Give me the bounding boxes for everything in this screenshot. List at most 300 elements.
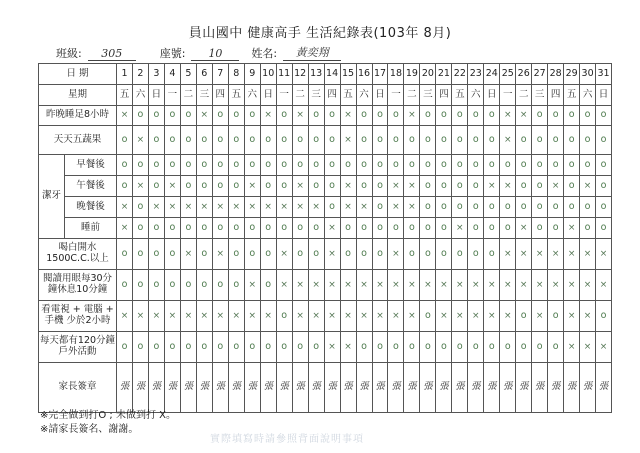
seat-value: 10 bbox=[191, 47, 239, 61]
parent-signature-cell: 張 bbox=[548, 363, 564, 413]
mark-not-done: × bbox=[580, 176, 596, 197]
mark-done: o bbox=[468, 218, 484, 239]
mark-done: o bbox=[260, 176, 276, 197]
mark-done: o bbox=[212, 176, 228, 197]
mark-done: o bbox=[516, 301, 532, 332]
mark-not-done: × bbox=[148, 197, 164, 218]
mark-not-done: × bbox=[117, 197, 133, 218]
date-cell: 18 bbox=[388, 64, 404, 85]
mark-done: o bbox=[212, 106, 228, 126]
mark-done: o bbox=[117, 239, 133, 270]
weekday-cell: 一 bbox=[164, 85, 180, 106]
date-cell: 31 bbox=[596, 64, 612, 85]
mark-not-done: × bbox=[180, 239, 196, 270]
mark-done: o bbox=[180, 332, 196, 363]
mark-not-done: × bbox=[340, 270, 356, 301]
mark-done: o bbox=[452, 126, 468, 155]
parent-signature-cell: 張 bbox=[452, 363, 468, 413]
mark-not-done: × bbox=[388, 239, 404, 270]
date-cell: 2 bbox=[132, 64, 148, 85]
mark-done: o bbox=[356, 106, 372, 126]
mark-done: o bbox=[340, 218, 356, 239]
mark-done: o bbox=[356, 332, 372, 363]
mark-done: o bbox=[356, 218, 372, 239]
mark-done: o bbox=[372, 155, 388, 176]
mark-done: o bbox=[564, 176, 580, 197]
date-cell: 20 bbox=[420, 64, 436, 85]
mark-not-done: × bbox=[292, 301, 308, 332]
mark-done: o bbox=[436, 197, 452, 218]
mark-not-done: × bbox=[548, 270, 564, 301]
seat-label: 座號: bbox=[159, 47, 186, 60]
faint-backside-text: 實際填寫時請參照背面說明事項 bbox=[210, 434, 364, 445]
mark-not-done: × bbox=[532, 239, 548, 270]
mark-not-done: × bbox=[548, 176, 564, 197]
parent-signature-cell: 張 bbox=[308, 363, 324, 413]
date-cell: 1 bbox=[117, 64, 133, 85]
mark-not-done: × bbox=[532, 270, 548, 301]
mark-not-done: × bbox=[324, 332, 340, 363]
weekday-cell: 五 bbox=[228, 85, 244, 106]
mark-not-done: × bbox=[164, 197, 180, 218]
mark-done: o bbox=[452, 155, 468, 176]
mark-done: o bbox=[228, 270, 244, 301]
mark-done: o bbox=[468, 239, 484, 270]
parent-signature-cell: 張 bbox=[484, 363, 500, 413]
mark-done: o bbox=[436, 155, 452, 176]
mark-done: o bbox=[244, 126, 260, 155]
mark-done: o bbox=[244, 155, 260, 176]
mark-done: o bbox=[356, 155, 372, 176]
mark-done: o bbox=[308, 126, 324, 155]
mark-done: o bbox=[404, 126, 420, 155]
mark-not-done: × bbox=[196, 301, 212, 332]
mark-done: o bbox=[516, 126, 532, 155]
mark-done: o bbox=[564, 155, 580, 176]
mark-done: o bbox=[356, 176, 372, 197]
mark-done: o bbox=[532, 176, 548, 197]
mark-done: o bbox=[196, 332, 212, 363]
mark-not-done: × bbox=[500, 270, 516, 301]
parent-signature-cell: 張 bbox=[372, 363, 388, 413]
mark-done: o bbox=[117, 126, 133, 155]
date-cell: 12 bbox=[292, 64, 308, 85]
mark-done: o bbox=[292, 218, 308, 239]
mark-done: o bbox=[596, 301, 612, 332]
parent-signature-cell: 張 bbox=[244, 363, 260, 413]
mark-done: o bbox=[532, 126, 548, 155]
mark-done: o bbox=[596, 218, 612, 239]
mark-done: o bbox=[596, 176, 612, 197]
mark-done: o bbox=[324, 155, 340, 176]
mark-not-done: × bbox=[372, 270, 388, 301]
mark-done: o bbox=[324, 176, 340, 197]
row-label: 閱讀用眼每30分 鐘休息10分鐘 bbox=[39, 270, 117, 301]
mark-not-done: × bbox=[388, 301, 404, 332]
mark-not-done: × bbox=[484, 270, 500, 301]
mark-done: o bbox=[516, 155, 532, 176]
mark-not-done: × bbox=[356, 197, 372, 218]
parent-signature-cell: 張 bbox=[340, 363, 356, 413]
weekday-cell: 日 bbox=[596, 85, 612, 106]
weekday-cell: 四 bbox=[212, 85, 228, 106]
mark-done: o bbox=[404, 332, 420, 363]
mark-done: o bbox=[117, 176, 133, 197]
mark-done: o bbox=[228, 239, 244, 270]
mark-done: o bbox=[164, 155, 180, 176]
mark-not-done: × bbox=[340, 106, 356, 126]
mark-not-done: × bbox=[340, 301, 356, 332]
mark-done: o bbox=[180, 106, 196, 126]
mark-done: o bbox=[388, 155, 404, 176]
mark-done: o bbox=[148, 176, 164, 197]
parent-signature-cell: 張 bbox=[516, 363, 532, 413]
mark-done: o bbox=[532, 218, 548, 239]
mark-not-done: × bbox=[260, 106, 276, 126]
name-label: 姓名: bbox=[251, 47, 278, 60]
mark-not-done: × bbox=[564, 239, 580, 270]
mark-done: o bbox=[228, 176, 244, 197]
parent-signature-cell: 張 bbox=[292, 363, 308, 413]
mark-done: o bbox=[132, 155, 148, 176]
mark-done: o bbox=[132, 106, 148, 126]
record-table bbox=[38, 63, 612, 413]
parent-signature-cell: 張 bbox=[260, 363, 276, 413]
date-cell: 23 bbox=[468, 64, 484, 85]
mark-not-done: × bbox=[484, 176, 500, 197]
note-line-2: ※請家長簽名、謝謝。 bbox=[40, 424, 139, 435]
mark-not-done: × bbox=[468, 301, 484, 332]
weekday-cell: 日 bbox=[484, 85, 500, 106]
mark-not-done: × bbox=[132, 176, 148, 197]
mark-not-done: × bbox=[388, 270, 404, 301]
mark-done: o bbox=[532, 332, 548, 363]
date-cell: 19 bbox=[404, 64, 420, 85]
mark-not-done: × bbox=[276, 239, 292, 270]
mark-not-done: × bbox=[564, 332, 580, 363]
mark-done: o bbox=[212, 218, 228, 239]
parent-signature-cell: 張 bbox=[356, 363, 372, 413]
mark-not-done: × bbox=[580, 301, 596, 332]
mark-done: o bbox=[276, 155, 292, 176]
weekday-cell: 五 bbox=[340, 85, 356, 106]
mark-done: o bbox=[372, 332, 388, 363]
mark-done: o bbox=[420, 197, 436, 218]
date-cell: 29 bbox=[564, 64, 580, 85]
mark-done: o bbox=[212, 126, 228, 155]
date-cell: 8 bbox=[228, 64, 244, 85]
mark-not-done: × bbox=[404, 197, 420, 218]
mark-done: o bbox=[388, 332, 404, 363]
mark-not-done: × bbox=[180, 197, 196, 218]
weekday-cell: 二 bbox=[516, 85, 532, 106]
weekday-cell: 五 bbox=[564, 85, 580, 106]
mark-not-done: × bbox=[117, 106, 133, 126]
mark-done: o bbox=[117, 332, 133, 363]
mark-not-done: × bbox=[516, 270, 532, 301]
date-cell: 5 bbox=[180, 64, 196, 85]
mark-done: o bbox=[420, 106, 436, 126]
parent-signature-cell: 張 bbox=[212, 363, 228, 413]
date-cell: 4 bbox=[164, 64, 180, 85]
mark-done: o bbox=[180, 126, 196, 155]
mark-done: o bbox=[420, 239, 436, 270]
parent-signature-cell: 張 bbox=[532, 363, 548, 413]
mark-done: o bbox=[484, 155, 500, 176]
date-cell: 15 bbox=[340, 64, 356, 85]
mark-done: o bbox=[132, 197, 148, 218]
parent-signature-cell: 張 bbox=[228, 363, 244, 413]
class-value: 305 bbox=[88, 47, 136, 61]
weekday-cell: 二 bbox=[292, 85, 308, 106]
mark-done: o bbox=[580, 218, 596, 239]
mark-not-done: × bbox=[212, 197, 228, 218]
mark-done: o bbox=[308, 155, 324, 176]
mark-done: o bbox=[404, 239, 420, 270]
parent-signature-cell: 張 bbox=[388, 363, 404, 413]
mark-done: o bbox=[196, 239, 212, 270]
mark-done: o bbox=[196, 218, 212, 239]
date-cell: 21 bbox=[436, 64, 452, 85]
mark-not-done: × bbox=[324, 301, 340, 332]
mark-not-done: × bbox=[244, 270, 260, 301]
parent-signature-label: 家長簽章 bbox=[39, 363, 117, 413]
mark-done: o bbox=[484, 332, 500, 363]
mark-not-done: × bbox=[484, 301, 500, 332]
name-value: 黃奕翔 bbox=[283, 44, 341, 61]
mark-not-done: × bbox=[308, 270, 324, 301]
weekday-cell: 六 bbox=[244, 85, 260, 106]
mark-not-done: × bbox=[196, 197, 212, 218]
mark-done: o bbox=[356, 126, 372, 155]
mark-done: o bbox=[276, 126, 292, 155]
mark-done: o bbox=[308, 106, 324, 126]
weekday-cell: 二 bbox=[180, 85, 196, 106]
mark-done: o bbox=[180, 218, 196, 239]
mark-done: o bbox=[148, 332, 164, 363]
weekday-cell: 日 bbox=[260, 85, 276, 106]
row-label: 每天都有120分鐘 戶外活動 bbox=[39, 332, 117, 363]
weekday-cell: 五 bbox=[117, 85, 133, 106]
mark-done: o bbox=[244, 332, 260, 363]
parent-signature-cell: 張 bbox=[117, 363, 133, 413]
mark-done: o bbox=[596, 126, 612, 155]
mark-not-done: × bbox=[580, 332, 596, 363]
mark-done: o bbox=[548, 197, 564, 218]
mark-not-done: × bbox=[388, 176, 404, 197]
mark-not-done: × bbox=[356, 301, 372, 332]
parent-signature-cell: 張 bbox=[196, 363, 212, 413]
row-label: 喝白開水 1500C.C.以上 bbox=[39, 239, 117, 270]
mark-done: o bbox=[212, 332, 228, 363]
date-cell: 28 bbox=[548, 64, 564, 85]
mark-done: o bbox=[212, 155, 228, 176]
date-cell: 22 bbox=[452, 64, 468, 85]
mark-done: o bbox=[372, 197, 388, 218]
mark-not-done: × bbox=[372, 301, 388, 332]
mark-done: o bbox=[148, 106, 164, 126]
mark-not-done: × bbox=[580, 239, 596, 270]
mark-not-done: × bbox=[164, 301, 180, 332]
tooth-brushing-group-label: 潔牙 bbox=[39, 155, 65, 239]
date-cell: 14 bbox=[324, 64, 340, 85]
mark-done: o bbox=[388, 106, 404, 126]
mark-not-done: × bbox=[596, 270, 612, 301]
mark-done: o bbox=[436, 218, 452, 239]
weekday-cell: 三 bbox=[196, 85, 212, 106]
mark-not-done: × bbox=[292, 270, 308, 301]
mark-done: o bbox=[132, 332, 148, 363]
mark-not-done: × bbox=[324, 270, 340, 301]
date-cell: 24 bbox=[484, 64, 500, 85]
date-cell: 3 bbox=[148, 64, 164, 85]
mark-not-done: × bbox=[404, 301, 420, 332]
mark-done: o bbox=[468, 332, 484, 363]
mark-done: o bbox=[148, 239, 164, 270]
mark-not-done: × bbox=[452, 270, 468, 301]
date-cell: 9 bbox=[244, 64, 260, 85]
mark-not-done: × bbox=[212, 239, 228, 270]
class-label: 班級: bbox=[56, 47, 82, 60]
weekday-cell: 六 bbox=[468, 85, 484, 106]
mark-done: o bbox=[292, 155, 308, 176]
mark-done: o bbox=[548, 106, 564, 126]
student-info bbox=[56, 44, 341, 61]
date-cell: 25 bbox=[500, 64, 516, 85]
mark-not-done: × bbox=[580, 270, 596, 301]
weekday-cell: 四 bbox=[436, 85, 452, 106]
mark-done: o bbox=[484, 106, 500, 126]
mark-done: o bbox=[372, 106, 388, 126]
mark-not-done: × bbox=[244, 176, 260, 197]
mark-not-done: × bbox=[180, 301, 196, 332]
date-cell: 30 bbox=[580, 64, 596, 85]
mark-done: o bbox=[468, 176, 484, 197]
mark-not-done: × bbox=[340, 126, 356, 155]
mark-done: o bbox=[260, 218, 276, 239]
mark-done: o bbox=[164, 218, 180, 239]
mark-done: o bbox=[484, 239, 500, 270]
mark-done: o bbox=[292, 239, 308, 270]
date-cell: 27 bbox=[532, 64, 548, 85]
mark-done: o bbox=[468, 155, 484, 176]
mark-not-done: × bbox=[452, 301, 468, 332]
mark-done: o bbox=[420, 126, 436, 155]
mark-done: o bbox=[596, 155, 612, 176]
page-title: 員山國中 健康高手 生活紀錄表(103年 8月) bbox=[188, 26, 452, 41]
mark-done: o bbox=[420, 218, 436, 239]
mark-done: o bbox=[516, 332, 532, 363]
mark-not-done: × bbox=[244, 301, 260, 332]
mark-done: o bbox=[276, 176, 292, 197]
mark-done: o bbox=[436, 106, 452, 126]
mark-done: o bbox=[404, 218, 420, 239]
mark-done: o bbox=[292, 126, 308, 155]
mark-done: o bbox=[484, 197, 500, 218]
mark-not-done: × bbox=[212, 301, 228, 332]
mark-not-done: × bbox=[356, 270, 372, 301]
weekday-cell: 三 bbox=[532, 85, 548, 106]
mark-done: o bbox=[452, 106, 468, 126]
mark-done: o bbox=[276, 218, 292, 239]
mark-not-done: × bbox=[500, 126, 516, 155]
mark-done: o bbox=[580, 155, 596, 176]
weekday-cell: 日 bbox=[372, 85, 388, 106]
mark-done: o bbox=[276, 332, 292, 363]
weekday-cell: 四 bbox=[324, 85, 340, 106]
date-header: 日 期 bbox=[39, 64, 117, 85]
mark-done: o bbox=[420, 176, 436, 197]
mark-done: o bbox=[164, 270, 180, 301]
mark-done: o bbox=[484, 218, 500, 239]
mark-not-done: × bbox=[500, 301, 516, 332]
weekday-cell: 三 bbox=[308, 85, 324, 106]
mark-not-done: × bbox=[468, 270, 484, 301]
mark-done: o bbox=[548, 218, 564, 239]
mark-not-done: × bbox=[196, 106, 212, 126]
mark-done: o bbox=[196, 126, 212, 155]
mark-done: o bbox=[404, 155, 420, 176]
mark-done: o bbox=[548, 126, 564, 155]
mark-done: o bbox=[564, 197, 580, 218]
mark-done: o bbox=[372, 218, 388, 239]
mark-done: o bbox=[420, 155, 436, 176]
mark-done: o bbox=[356, 239, 372, 270]
weekday-cell: 日 bbox=[148, 85, 164, 106]
mark-done: o bbox=[516, 197, 532, 218]
mark-not-done: × bbox=[308, 197, 324, 218]
mark-done: o bbox=[436, 126, 452, 155]
date-cell: 10 bbox=[260, 64, 276, 85]
mark-done: o bbox=[180, 176, 196, 197]
mark-done: o bbox=[324, 106, 340, 126]
mark-done: o bbox=[260, 239, 276, 270]
mark-done: o bbox=[500, 197, 516, 218]
mark-done: o bbox=[164, 332, 180, 363]
mark-done: o bbox=[452, 239, 468, 270]
mark-done: o bbox=[180, 270, 196, 301]
mark-done: o bbox=[244, 218, 260, 239]
mark-done: o bbox=[164, 126, 180, 155]
mark-done: o bbox=[580, 197, 596, 218]
mark-done: o bbox=[564, 126, 580, 155]
date-cell: 26 bbox=[516, 64, 532, 85]
mark-not-done: × bbox=[516, 239, 532, 270]
mark-done: o bbox=[148, 126, 164, 155]
mark-done: o bbox=[372, 176, 388, 197]
mark-not-done: × bbox=[276, 270, 292, 301]
mark-done: o bbox=[580, 106, 596, 126]
mark-not-done: × bbox=[404, 106, 420, 126]
mark-done: o bbox=[260, 155, 276, 176]
mark-not-done: × bbox=[516, 218, 532, 239]
mark-not-done: × bbox=[308, 301, 324, 332]
mark-not-done: × bbox=[436, 270, 452, 301]
mark-done: o bbox=[132, 218, 148, 239]
parent-signature-cell: 張 bbox=[404, 363, 420, 413]
mark-done: o bbox=[532, 197, 548, 218]
mark-not-done: × bbox=[452, 218, 468, 239]
date-cell: 16 bbox=[356, 64, 372, 85]
mark-not-done: × bbox=[292, 106, 308, 126]
mark-not-done: × bbox=[500, 239, 516, 270]
mark-done: o bbox=[516, 176, 532, 197]
mark-done: o bbox=[596, 106, 612, 126]
weekday-cell: 六 bbox=[580, 85, 596, 106]
mark-done: o bbox=[532, 106, 548, 126]
mark-done: o bbox=[452, 176, 468, 197]
mark-done: o bbox=[452, 197, 468, 218]
